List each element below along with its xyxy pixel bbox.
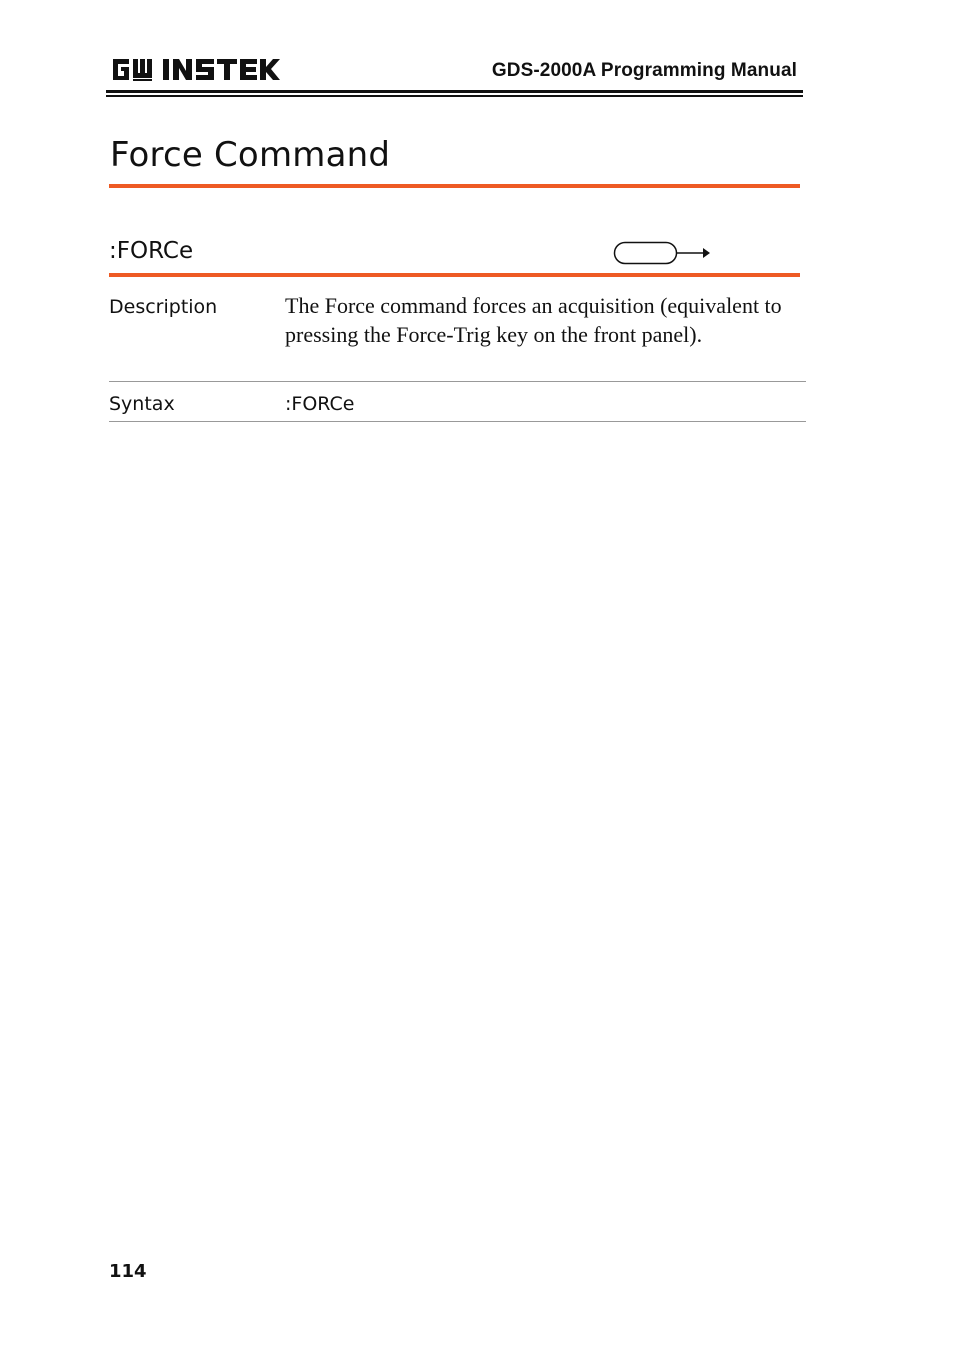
set-command-icon: [613, 240, 713, 268]
command-name: :FORCe: [109, 238, 194, 264]
syntax-row: [109, 382, 806, 422]
manual-title: GDS-2000A Programming Manual: [491, 60, 797, 81]
section-divider: [109, 184, 800, 188]
command-divider: [109, 273, 800, 277]
page-number: 114: [109, 1261, 147, 1282]
description-label: Description: [109, 296, 218, 318]
description-text: The Force command forces an acquisition (equivalent to pressing the Force-Trig key on the front panel).: [285, 293, 782, 347]
row-divider: [109, 421, 806, 422]
header-divider-thin: [106, 95, 803, 97]
header-divider-thick: [106, 90, 803, 93]
syntax-value: :FORCe: [285, 393, 355, 415]
description-row: [109, 292, 806, 382]
section-title: Force Command: [110, 135, 391, 175]
gw-instek-logo: [111, 55, 281, 83]
syntax-label: Syntax: [109, 393, 175, 415]
